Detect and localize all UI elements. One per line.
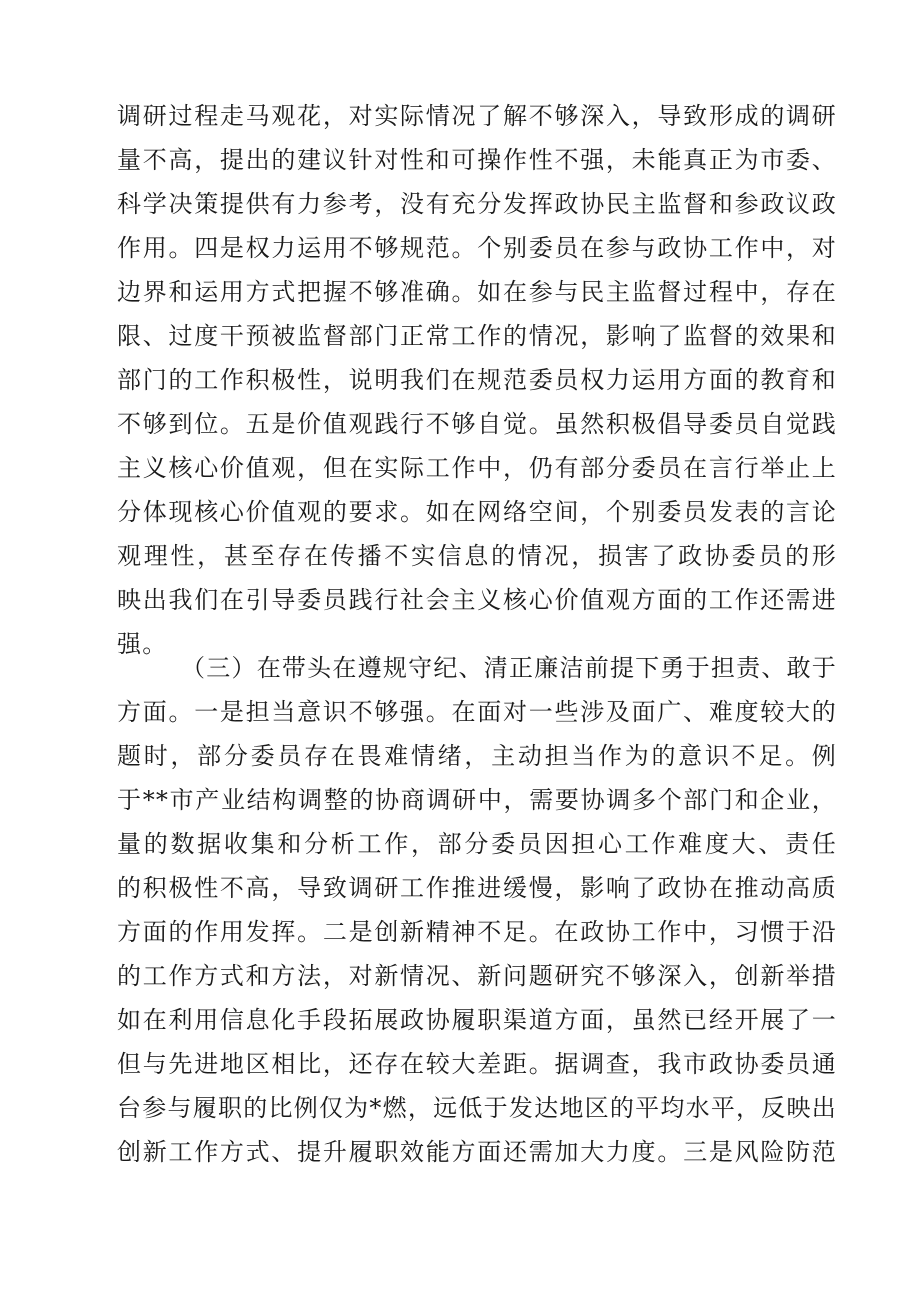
body-paragraph-1 (117, 94, 837, 666)
paragraph-line: 但与先进地区相比，还存在较大差距。据调查，我市政协委员通 (117, 1050, 837, 1078)
paragraph-line: 题时，部分委员存在畏难情绪，主动担当作为的意识不足。例 (117, 742, 837, 770)
paragraph-line: 调研过程走马观花，对实际情况了解不够深入，导致形成的调研 (117, 102, 837, 130)
paragraph-line: 作用。四是权力运用不够规范。个别委员在参与政协工作中，对 (117, 234, 837, 262)
paragraph-line: 观理性，甚至存在传播不实信息的情况，损害了政协委员的形 (117, 542, 837, 570)
paragraph-line: 如在利用信息化手段拓展政协履职渠道方面，虽然已经开展了一 (117, 1006, 837, 1034)
paragraph-line: 分体现核心价值观的要求。如在网络空间，个别委员发表的言论 (117, 498, 837, 526)
paragraph-line-last: 强。 (117, 630, 168, 658)
paragraph-line: 科学决策提供有力参考，没有充分发挥政协民主监督和参政议政 (117, 190, 837, 218)
paragraph-line: 限、过度干预被监督部门正常工作的情况，影响了监督的效果和 (117, 322, 837, 350)
paragraph-line: 映出我们在引导委员践行社会主义核心价值观方面的工作还需进 (117, 586, 837, 614)
section-heading-line: （三）在带头在遵规守纪、清正廉洁前提下勇于担责、敢于 (181, 654, 837, 682)
paragraph-line: 主义核心价值观，但在实际工作中，仍有部分委员在言行举止上 (117, 454, 837, 482)
paragraph-line: 创新工作方式、提升履职效能方面还需加大力度。三是风险防范 (117, 1138, 837, 1166)
paragraph-line: 的积极性不高，导致调研工作推进缓慢，影响了政协在推动高质 (117, 874, 837, 902)
paragraph-line: 台参与履职的比例仅为*燃，远低于发达地区的平均水平，反映出 (117, 1094, 837, 1122)
paragraph-line: 边界和运用方式把握不够准确。如在参与民主监督过程中，存在 (117, 278, 837, 306)
paragraph-line: 方面的作用发挥。二是创新精神不足。在政协工作中，习惯于沿 (117, 918, 837, 946)
paragraph-line: 部门的工作积极性，说明我们在规范委员权力运用方面的教育和 (117, 366, 837, 394)
paragraph-line: 方面。一是担当意识不够强。在面对一些涉及面广、难度较大的 (117, 698, 837, 726)
body-paragraph-2 (117, 646, 837, 1174)
paragraph-line: 量不高，提出的建议针对性和可操作性不强，未能真正为市委、 (117, 146, 837, 174)
paragraph-line: 的工作方式和方法，对新情况、新问题研究不够深入，创新举措 (117, 962, 837, 990)
paragraph-line: 不够到位。五是价值观践行不够自觉。虽然积极倡导委员自觉践 (117, 410, 837, 438)
paragraph-line: 于**市产业结构调整的协商调研中，需要协调多个部门和企业， (117, 786, 837, 814)
paragraph-line: 量的数据收集和分析工作，部分委员因担心工作难度大、责任 (117, 830, 837, 858)
